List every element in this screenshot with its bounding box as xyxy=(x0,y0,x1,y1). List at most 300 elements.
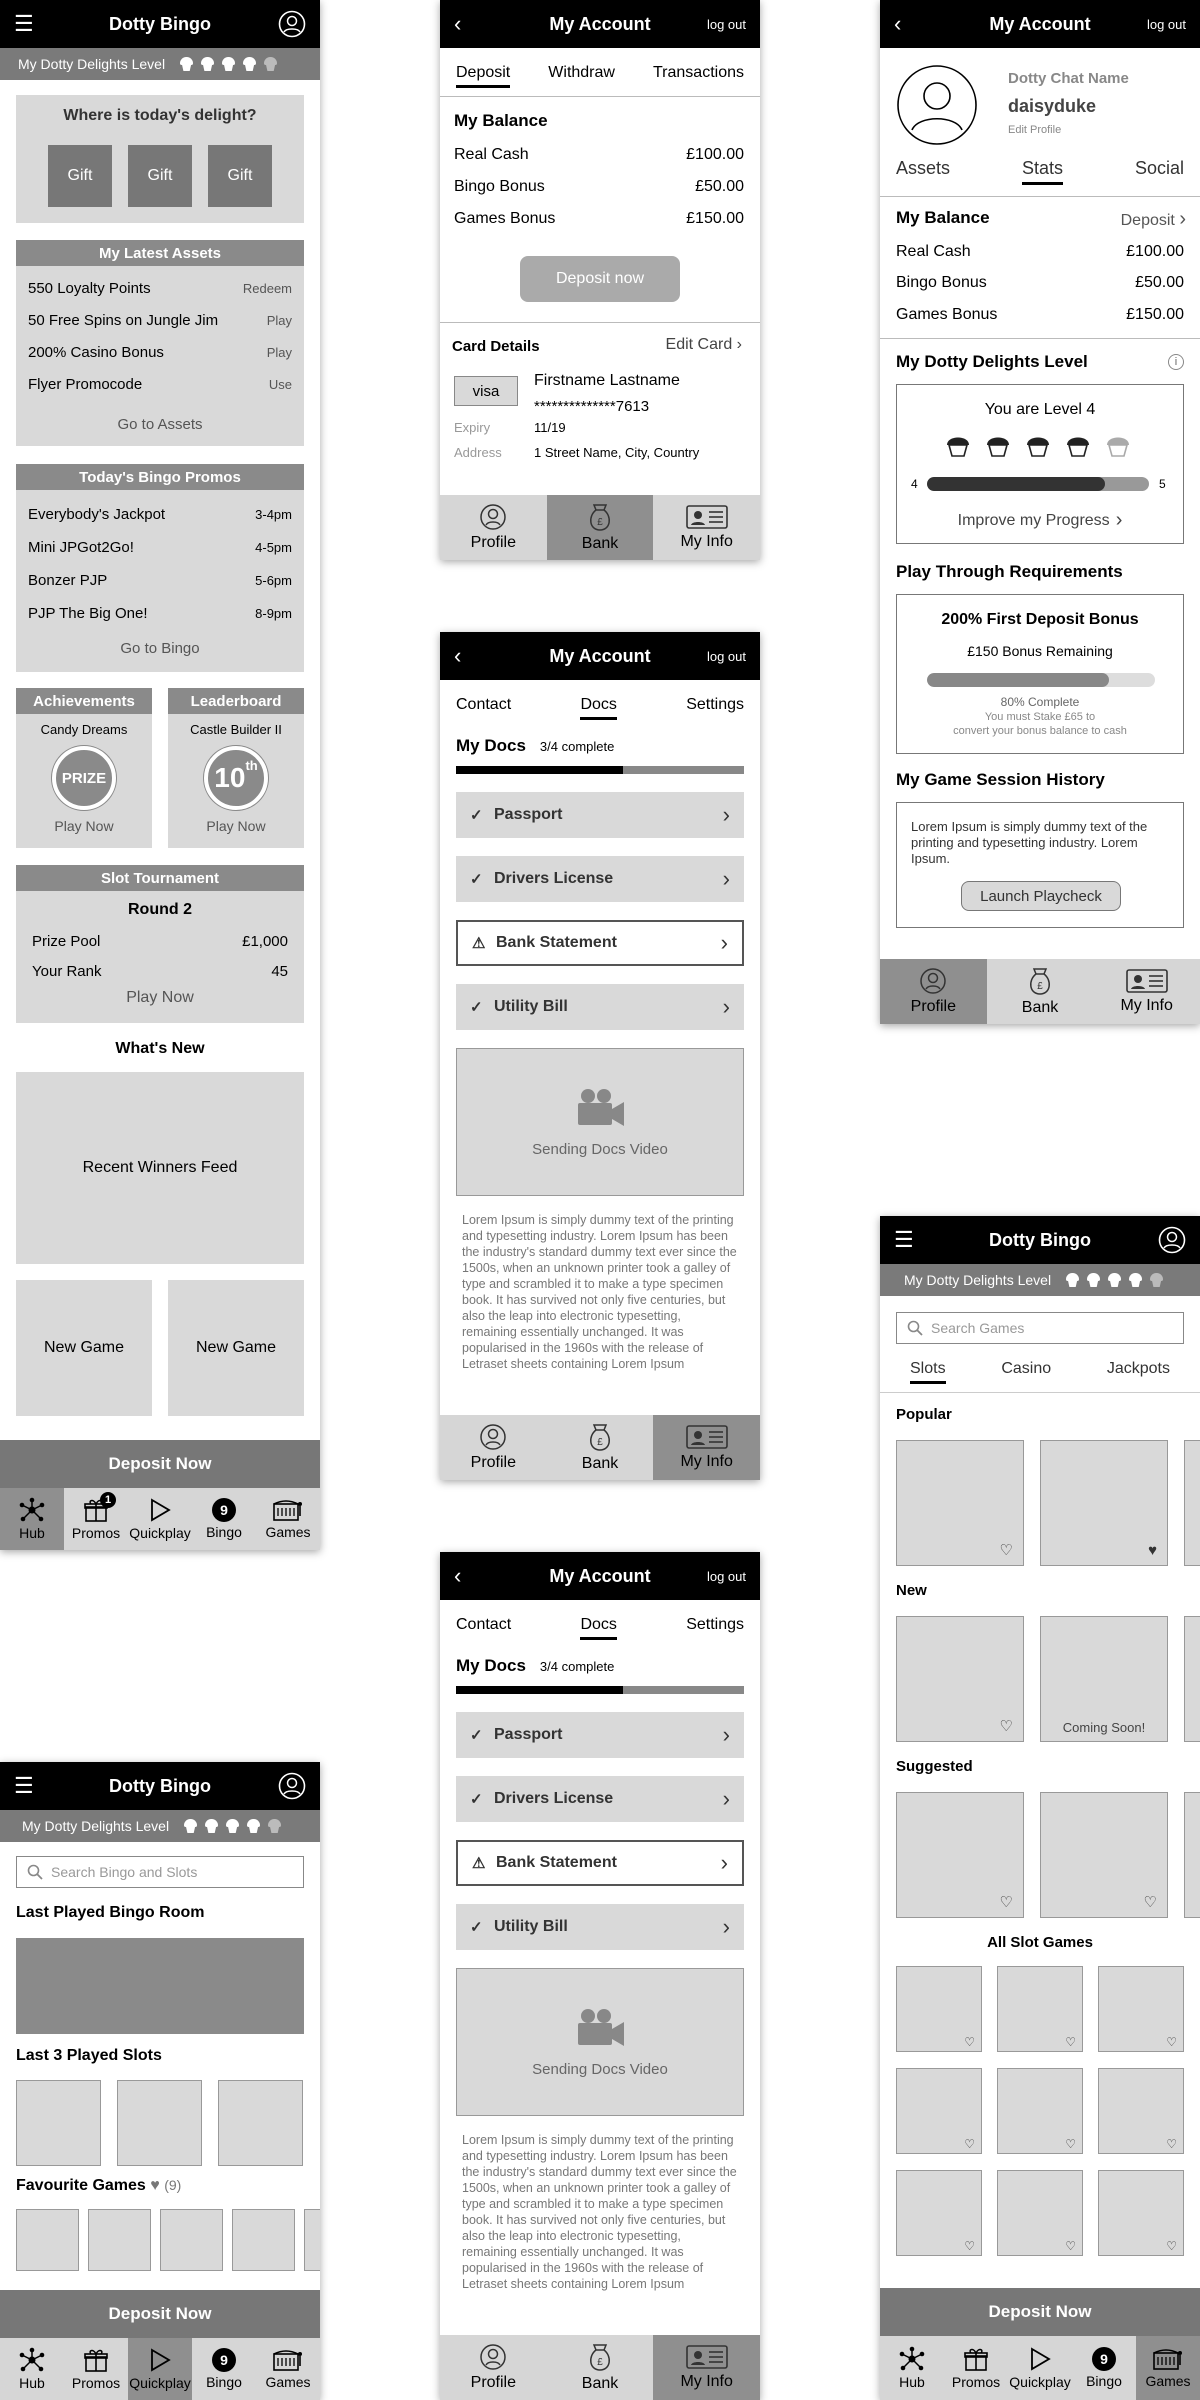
tab-jackpots[interactable]: Jackpots xyxy=(1106,1360,1170,1377)
asset-row[interactable] xyxy=(16,308,304,332)
asset-name: 50 Free Spins on Jungle Jim xyxy=(28,311,219,329)
favourite-tile[interactable] xyxy=(304,2209,320,2271)
tab-settings[interactable]: Settings xyxy=(686,696,744,713)
game-tile[interactable] xyxy=(896,1792,1024,1918)
cupcake-icon xyxy=(1025,433,1051,457)
divider xyxy=(880,196,1200,197)
promo-row[interactable] xyxy=(16,601,304,625)
assets-panel xyxy=(16,240,304,446)
profile-icon xyxy=(918,967,948,995)
nav-profile[interactable] xyxy=(440,1415,547,1480)
improve-progress-link[interactable] xyxy=(897,509,1183,532)
back-icon[interactable]: ‹ xyxy=(454,1563,462,1588)
doc-bank-statement[interactable] xyxy=(456,920,744,966)
games-header xyxy=(880,1216,1200,1264)
docs-heading-row xyxy=(456,1656,614,1676)
tab-deposit[interactable]: Deposit xyxy=(456,64,510,88)
tab-assets[interactable]: Assets xyxy=(896,158,951,178)
doc-drivers-license[interactable] xyxy=(456,1776,744,1822)
bonus-progress-fill xyxy=(927,673,1109,687)
bonus-title: 200% First Deposit Bonus xyxy=(941,611,1139,628)
account-nav xyxy=(440,495,760,560)
doc-utility-bill[interactable] xyxy=(456,984,744,1030)
account-header xyxy=(440,632,760,680)
gift-button[interactable]: Gift xyxy=(48,145,112,207)
avatar[interactable] xyxy=(896,64,978,146)
nav-label: Profile xyxy=(910,998,957,1015)
account-header xyxy=(880,0,1200,48)
slot-tile[interactable] xyxy=(997,1966,1083,2052)
playthrough-heading: Play Through Requirements xyxy=(896,562,1123,581)
bingo-ball-icon: 9 xyxy=(212,2348,236,2372)
deposit-now-button[interactable]: Deposit now xyxy=(520,256,680,302)
docs-screen xyxy=(440,632,760,1480)
nav-bingo[interactable] xyxy=(192,1488,256,1550)
balance-label: Games Bonus xyxy=(896,306,998,323)
docs-progress-text: 3/4 complete xyxy=(539,739,615,754)
nav-promos[interactable] xyxy=(944,2336,1008,2400)
heart-outline-icon[interactable]: ♡ xyxy=(1166,2239,1177,2253)
docs-progress-fill xyxy=(456,1686,623,1694)
nav-bank[interactable] xyxy=(547,2335,654,2400)
asset-action[interactable]: Play xyxy=(266,312,292,328)
main-nav xyxy=(880,2336,1200,2400)
favourite-tile[interactable] xyxy=(160,2209,223,2271)
bonus-note-line1: You must Stake £65 to xyxy=(984,711,1096,723)
slot-tile[interactable] xyxy=(16,2080,101,2166)
bank-screen xyxy=(440,0,760,560)
docs-progress-track xyxy=(456,766,744,774)
nav-label: Profile xyxy=(470,534,517,551)
balance-value: £50.00 xyxy=(1135,274,1184,291)
deposit-now-button[interactable]: Deposit Now xyxy=(0,1440,320,1488)
promo-name: Mini JPGot2Go! xyxy=(28,538,134,556)
promo-row[interactable] xyxy=(16,502,304,526)
docs-heading: My Docs xyxy=(456,1656,526,1675)
slot-tile[interactable] xyxy=(1098,1966,1184,2052)
nav-quickplay[interactable] xyxy=(1008,2336,1072,2400)
game-tile[interactable] xyxy=(896,1440,1024,1566)
info-tabs xyxy=(456,1616,744,1640)
rank-badge xyxy=(204,746,268,810)
popular-heading: Popular xyxy=(896,1406,952,1423)
search-input[interactable] xyxy=(896,1312,1184,1344)
nav-my-info[interactable] xyxy=(653,495,760,560)
logout-link[interactable]: log out xyxy=(1146,16,1186,32)
promo-time: 8-9pm xyxy=(255,605,292,621)
video-camera-icon xyxy=(574,1087,626,1129)
tab-stats[interactable]: Stats xyxy=(1022,158,1063,185)
balance-heading: My Balance xyxy=(454,111,548,130)
asset-name: 200% Casino Bonus xyxy=(28,343,164,361)
doc-label: Utility Bill xyxy=(494,998,568,1015)
user-icon[interactable] xyxy=(278,1762,306,1810)
cupcake-icon xyxy=(263,57,278,71)
level-text: You are Level 4 xyxy=(984,401,1096,418)
search-placeholder: Search Bingo and Slots xyxy=(51,1864,198,1880)
nav-label: Bank xyxy=(581,1455,619,1472)
nav-label: Bank xyxy=(1021,999,1059,1016)
nav-bingo[interactable] xyxy=(192,2338,256,2400)
new-heading: New xyxy=(896,1582,927,1599)
divider xyxy=(880,1392,1200,1393)
heart-outline-icon[interactable]: ♡ xyxy=(1166,2035,1177,2049)
game-tile[interactable] xyxy=(1040,1440,1168,1566)
cupcake-icon xyxy=(200,57,215,71)
heart-outline-icon[interactable]: ♡ xyxy=(1065,2137,1076,2151)
account-title: My Account xyxy=(549,645,651,666)
doc-label: Drivers License xyxy=(494,870,614,887)
level-progress-track xyxy=(927,477,1149,491)
video-label: Sending Docs Video xyxy=(532,2060,668,2078)
games-screen xyxy=(880,1216,1200,2400)
nav-label: Bank xyxy=(581,2375,619,2392)
slot-tile[interactable] xyxy=(896,2068,982,2154)
tab-settings[interactable]: Settings xyxy=(686,1616,744,1633)
balance-value: £100.00 xyxy=(686,146,744,163)
user-icon[interactable] xyxy=(278,0,306,48)
nav-hub[interactable] xyxy=(880,2336,944,2400)
user-icon[interactable] xyxy=(1158,1216,1186,1264)
logout-link[interactable]: log out xyxy=(706,648,746,664)
doc-passport[interactable] xyxy=(456,792,744,838)
nav-label: Bingo xyxy=(1086,2373,1122,2389)
deposit-link-label: Deposit xyxy=(1120,212,1175,229)
money-bag-icon xyxy=(587,1422,613,1452)
nav-label: Hub xyxy=(19,2375,45,2391)
heart-outline-icon[interactable]: ♡ xyxy=(1065,2239,1076,2253)
docs-heading-row xyxy=(456,736,614,756)
slot-tile[interactable] xyxy=(1098,2170,1184,2256)
app-title: Dotty Bingo xyxy=(109,13,211,34)
main-nav xyxy=(0,1488,320,1550)
check-icon: ✓ xyxy=(470,1727,483,1744)
svg-text:£: £ xyxy=(1037,981,1043,992)
achievements-title: Achievements xyxy=(16,688,152,714)
nav-quickplay[interactable] xyxy=(128,1488,192,1550)
docs-description: Lorem Ipsum is simply dummy text of the printing and typesetting industry. Lorem Ipsum has been the industry's standard dummy text ever since the 1500s, when an unknown printer took a galley of type and scrambled it to make a type specimen book. It has survived not only five centuries, but also the leap into electronic typesetting, remaining essentially unchanged. It was popularised in the 1960s with the release of Letraset sheets containing Lorem Ipsum xyxy=(462,2133,737,2291)
bonus-note-line2: convert your bonus balance to cash xyxy=(953,725,1127,737)
play-icon xyxy=(148,2347,172,2373)
deposit-now-button[interactable]: Deposit Now xyxy=(880,2288,1200,2336)
account-title: My Account xyxy=(549,1565,651,1586)
asset-row[interactable] xyxy=(16,340,304,364)
cupcake-icon xyxy=(179,57,194,71)
docs-screen-copy xyxy=(440,1552,760,2400)
money-bag-icon xyxy=(1027,966,1053,996)
game-tile[interactable] xyxy=(896,1616,1024,1742)
favourite-tile[interactable] xyxy=(88,2209,151,2271)
level-heading: My Dotty Delights Level xyxy=(896,352,1088,371)
nav-games[interactable] xyxy=(1136,2336,1200,2400)
docs-video[interactable] xyxy=(456,1048,744,1196)
expiry-value: 11/19 xyxy=(534,420,566,435)
back-icon[interactable]: ‹ xyxy=(454,11,462,36)
doc-bank-statement[interactable] xyxy=(456,1840,744,1886)
docs-video[interactable] xyxy=(456,1968,744,2116)
info-icon[interactable]: i xyxy=(1168,354,1184,370)
leaderboard-panel[interactable] xyxy=(168,688,304,848)
edit-card-link[interactable] xyxy=(666,336,742,354)
assets-title: My Latest Assets xyxy=(16,240,304,266)
chevron-right-icon: › xyxy=(736,336,742,353)
docs-description: Lorem Ipsum is simply dummy text of the printing and typesetting industry. Lorem Ipsum has been the industry's standard dummy text ever since the 1500s, when an unknown printer took a galley of type and scrambled it to make a type specimen book. It has survived not only five centuries, but also the leap into electronic typesetting, remaining essentially unchanged. It was popularised in the 1960s with the release of Letraset sheets containing Lorem Ipsum xyxy=(462,1213,737,1371)
tab-contact[interactable]: Contact xyxy=(456,696,512,713)
divider xyxy=(440,96,760,97)
game-tile[interactable] xyxy=(1040,1792,1168,1918)
cupcake-icon xyxy=(1105,433,1131,457)
edit-profile-link[interactable]: Edit Profile xyxy=(1008,124,1062,136)
back-icon[interactable]: ‹ xyxy=(894,11,902,36)
chevron-right-icon: › xyxy=(722,994,730,1019)
info-tabs xyxy=(456,696,744,720)
tab-social[interactable]: Social xyxy=(1134,158,1184,178)
history-panel xyxy=(896,802,1184,928)
profile-tabs xyxy=(896,158,1184,185)
nav-my-info[interactable] xyxy=(1093,959,1200,1024)
heart-outline-icon[interactable]: ♡ xyxy=(964,2137,975,2151)
leaderboard-game-name: Castle Builder II xyxy=(190,722,282,737)
nav-games[interactable] xyxy=(256,2338,320,2400)
tab-withdraw[interactable]: Withdraw xyxy=(548,64,615,81)
gift-button[interactable]: Gift xyxy=(128,145,192,207)
leaderboard-title: Leaderboard xyxy=(168,688,304,714)
balance-label: Bingo Bonus xyxy=(896,274,987,291)
heart-outline-icon[interactable]: ♡ xyxy=(999,1542,1013,1559)
search-icon xyxy=(907,1320,923,1336)
cupcake-icon xyxy=(246,1819,261,1833)
menu-icon[interactable]: ☰ xyxy=(14,1773,34,1798)
doc-drivers-license[interactable] xyxy=(456,856,744,902)
tab-transactions[interactable]: Transactions xyxy=(653,64,744,81)
nav-hub[interactable] xyxy=(0,1488,64,1550)
svg-text:£: £ xyxy=(597,2357,603,2368)
balance-label: Real Cash xyxy=(454,146,529,163)
your-rank-label: Your Rank xyxy=(32,962,102,980)
bonus-progress-track xyxy=(927,673,1155,687)
balance-value: £100.00 xyxy=(1126,243,1184,260)
nav-quickplay[interactable] xyxy=(128,2338,192,2400)
gift-icon xyxy=(963,2346,989,2372)
nav-profile[interactable] xyxy=(880,959,987,1024)
heart-outline-icon[interactable]: ♡ xyxy=(1166,2137,1177,2151)
nav-label: Bank xyxy=(581,535,619,552)
video-camera-icon xyxy=(574,2007,626,2049)
nav-label: Bingo xyxy=(206,1524,242,1540)
last-slots-heading: Last 3 Played Slots xyxy=(16,2047,162,2064)
game-tile[interactable] xyxy=(1184,1792,1200,1918)
tab-slots[interactable]: Slots xyxy=(910,1360,946,1384)
heart-outline-icon[interactable]: ♡ xyxy=(999,1894,1013,1911)
last-bingo-room-tile[interactable] xyxy=(16,1938,304,2034)
menu-icon[interactable]: ☰ xyxy=(14,11,34,36)
heart-outline-icon[interactable]: ♡ xyxy=(964,2035,975,2049)
nav-promos[interactable] xyxy=(64,2338,128,2400)
promo-row[interactable] xyxy=(16,568,304,592)
back-icon[interactable]: ‹ xyxy=(454,643,462,668)
nav-my-info[interactable] xyxy=(653,2335,760,2400)
achievement-name: Candy Dreams xyxy=(40,722,128,737)
slot-tile[interactable] xyxy=(1098,2068,1184,2154)
doc-label: Bank Statement xyxy=(496,1854,617,1871)
recent-winners-feed[interactable]: Recent Winners Feed xyxy=(16,1072,304,1264)
check-icon: ✓ xyxy=(470,999,483,1016)
go-to-assets-link[interactable]: Go to Assets xyxy=(117,416,203,433)
nav-bank[interactable] xyxy=(547,1415,654,1480)
favourite-games-heading xyxy=(16,2177,181,2195)
tournament-play-link[interactable]: Play Now xyxy=(126,989,194,1006)
slot-tile[interactable] xyxy=(896,2170,982,2256)
heart-outline-icon[interactable]: ♡ xyxy=(964,2239,975,2253)
card-details-heading: Card Details xyxy=(452,338,540,355)
favourites-label: Favourite Games xyxy=(16,2177,146,2194)
cupcake-icon xyxy=(945,433,971,457)
deposit-now-button[interactable]: Deposit Now xyxy=(0,2290,320,2338)
prize-pool-label: Prize Pool xyxy=(32,932,101,950)
quickplay-screen xyxy=(0,1762,320,2400)
account-header xyxy=(440,1552,760,1600)
tournament-title: Slot Tournament xyxy=(16,865,304,891)
tab-contact[interactable]: Contact xyxy=(456,1616,512,1633)
asset-row[interactable] xyxy=(16,276,304,300)
doc-utility-bill[interactable] xyxy=(456,1904,744,1950)
logout-link[interactable]: log out xyxy=(706,16,746,32)
slot-tile[interactable] xyxy=(997,2170,1083,2256)
visa-logo: visa xyxy=(454,376,518,406)
nav-profile[interactable] xyxy=(440,2335,547,2400)
asset-action[interactable]: Play xyxy=(266,344,292,360)
nav-bingo[interactable] xyxy=(1072,2336,1136,2400)
leaderboard-play-link[interactable]: Play Now xyxy=(206,818,266,834)
new-game-tile[interactable]: New Game xyxy=(16,1280,152,1416)
promos-title: Today's Bingo Promos xyxy=(16,464,304,490)
promo-time: 4-5pm xyxy=(255,539,292,555)
slot-tile[interactable] xyxy=(896,1966,982,2052)
chevron-right-icon: › xyxy=(722,1722,730,1747)
nav-label: Quickplay xyxy=(129,1525,191,1541)
nav-profile[interactable] xyxy=(440,495,547,560)
tab-docs[interactable]: Docs xyxy=(580,696,616,720)
game-tile-coming-soon[interactable] xyxy=(1040,1616,1168,1742)
nav-label: Promos xyxy=(71,1525,121,1541)
nav-bank[interactable] xyxy=(987,959,1094,1024)
chevron-right-icon: › xyxy=(1179,208,1186,230)
card-name: Firstname Lastname xyxy=(534,372,680,389)
id-card-icon xyxy=(686,1424,728,1450)
level-max: 5 xyxy=(1159,477,1166,491)
bonus-remaining: £150 Bonus Remaining xyxy=(967,643,1113,659)
promo-time: 3-4pm xyxy=(255,506,292,522)
cupcake-icon xyxy=(1065,1273,1080,1287)
favourite-tile[interactable] xyxy=(16,2209,79,2271)
nav-label: Hub xyxy=(899,2374,925,2390)
search-icon xyxy=(27,1864,43,1880)
heart-icon: ♥ xyxy=(150,2177,160,2194)
deposit-link[interactable] xyxy=(1121,208,1186,231)
game-tile[interactable] xyxy=(1184,1440,1200,1566)
doc-passport[interactable] xyxy=(456,1712,744,1758)
promo-name: Bonzer PJP xyxy=(28,571,108,589)
level-bar[interactable] xyxy=(0,48,320,80)
nav-hub[interactable] xyxy=(0,2338,64,2400)
account-title: My Account xyxy=(549,13,651,34)
balance-label: Bingo Bonus xyxy=(454,178,545,195)
tab-casino[interactable]: Casino xyxy=(1001,1360,1052,1377)
nav-label: Hub xyxy=(19,1525,45,1541)
last-bingo-room-heading: Last Played Bingo Room xyxy=(16,1904,205,1921)
search-input[interactable] xyxy=(16,1856,304,1888)
slot-tile[interactable] xyxy=(218,2080,303,2166)
expiry-label: Expiry xyxy=(454,420,491,435)
favourite-tile[interactable] xyxy=(232,2209,295,2271)
menu-icon[interactable]: ☰ xyxy=(894,1227,914,1252)
money-bag-icon xyxy=(587,2342,613,2372)
asset-action[interactable]: Redeem xyxy=(242,280,292,296)
new-game-tile[interactable]: New Game xyxy=(168,1280,304,1416)
prize-pool-value: £1,000 xyxy=(242,932,288,950)
hub-icon xyxy=(898,2346,926,2372)
level-cupcakes xyxy=(945,433,1131,457)
tab-docs[interactable]: Docs xyxy=(580,1616,616,1640)
main-nav xyxy=(0,2338,320,2400)
cupcake-icon xyxy=(221,57,236,71)
level-bar[interactable] xyxy=(880,1264,1200,1296)
whats-new-heading: What's New xyxy=(115,1040,205,1057)
slot-machine-icon xyxy=(1152,2347,1184,2371)
heart-outline-icon[interactable]: ♡ xyxy=(1065,2035,1076,2049)
level-bar[interactable] xyxy=(0,1810,320,1842)
username: daisyduke xyxy=(1008,96,1097,116)
cupcake-icon xyxy=(1086,1273,1101,1287)
nav-my-info[interactable] xyxy=(653,1415,760,1480)
game-tile[interactable] xyxy=(1184,1616,1200,1742)
nav-bank[interactable] xyxy=(547,495,654,560)
nav-label: My Info xyxy=(680,533,733,550)
nav-label: Bingo xyxy=(206,2374,242,2390)
svg-text:£: £ xyxy=(597,1437,603,1448)
achievements-play-link[interactable]: Play Now xyxy=(54,818,114,834)
logout-link[interactable]: log out xyxy=(706,1568,746,1584)
chevron-right-icon: › xyxy=(722,1914,730,1939)
achievements-panel[interactable] xyxy=(16,688,152,848)
quickplay-header xyxy=(0,1762,320,1810)
gift-button[interactable]: Gift xyxy=(208,145,272,207)
warning-icon: ⚠ xyxy=(472,935,486,952)
asset-action[interactable]: Use xyxy=(268,376,292,392)
promo-row[interactable] xyxy=(16,535,304,559)
go-to-bingo-link[interactable]: Go to Bingo xyxy=(120,640,200,657)
asset-row[interactable] xyxy=(16,372,304,396)
app-title: Dotty Bingo xyxy=(989,1229,1091,1250)
nav-label: My Info xyxy=(1120,997,1173,1014)
heart-outline-icon[interactable]: ♡ xyxy=(999,1718,1013,1735)
nav-promos[interactable] xyxy=(64,1488,128,1550)
cupcake-icon xyxy=(985,433,1011,457)
slot-tile[interactable] xyxy=(117,2080,202,2166)
search-placeholder: Search Games xyxy=(931,1320,1025,1336)
heart-outline-icon[interactable]: ♡ xyxy=(1143,1894,1157,1911)
balance-row xyxy=(896,243,1184,261)
check-icon: ✓ xyxy=(470,1791,483,1808)
coming-soon-label: Coming Soon! xyxy=(1062,1720,1146,1735)
account-header xyxy=(440,0,760,48)
cupcake-icon xyxy=(1107,1273,1122,1287)
hub-icon xyxy=(18,1497,46,1523)
slot-tile[interactable] xyxy=(997,2068,1083,2154)
launch-playcheck-button[interactable]: Launch Playcheck xyxy=(961,881,1121,911)
nav-games[interactable] xyxy=(256,1488,320,1550)
heart-filled-icon[interactable]: ♥ xyxy=(1148,1542,1157,1559)
